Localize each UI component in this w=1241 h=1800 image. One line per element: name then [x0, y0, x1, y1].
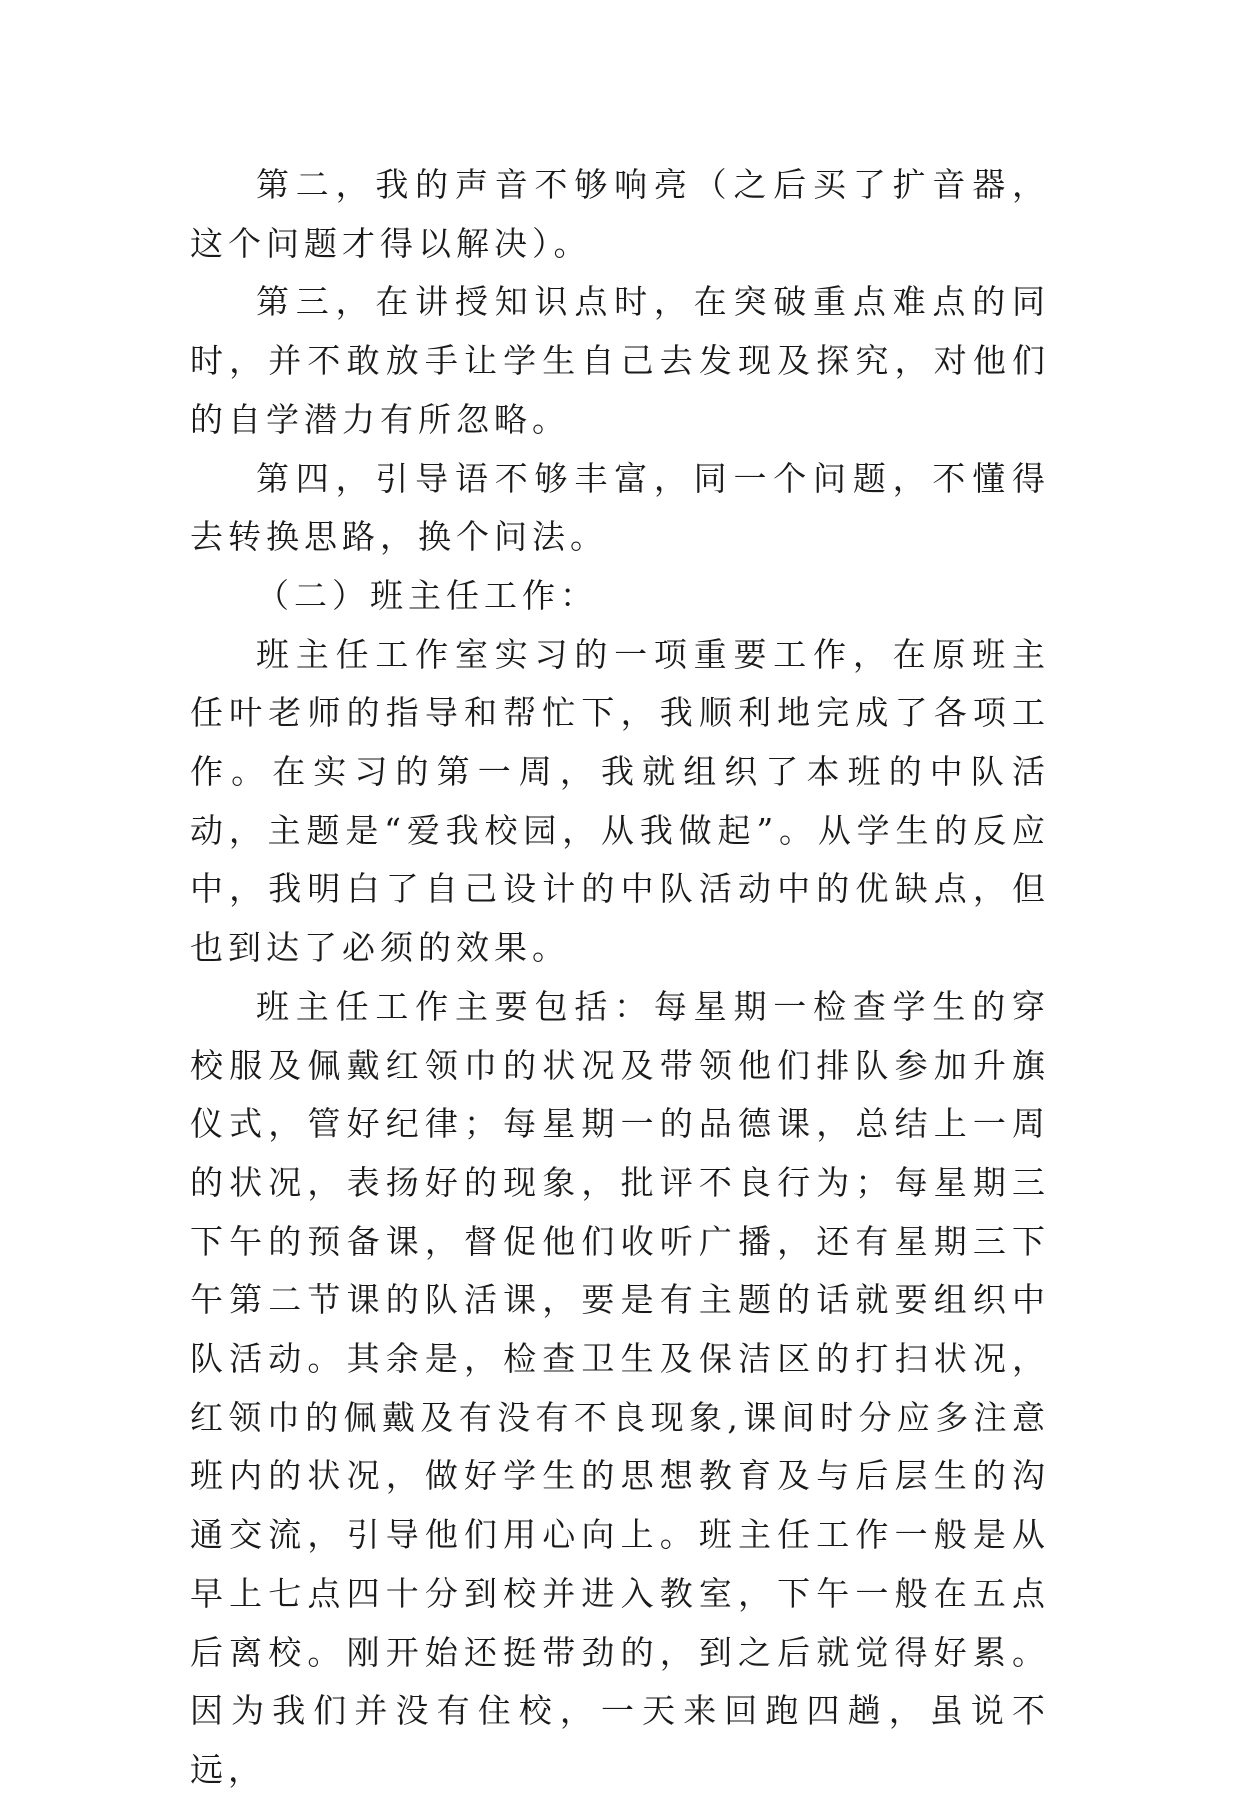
document-body	[190, 156, 1050, 1800]
paragraph-class-teacher-duties: 班主任工作主要包括：每星期一检查学生的穿校服及佩戴红领巾的状况及带领他们排队参加升旗仪式，管好纪律；每星期一的品德课，总结上一周的状况，表扬好的现象，批评不良行为；每星期三下午的预备课，督促他们收听广播，还有星期三下午第二节课的队活课，要是有主题的话就要组织中队活动。其余是，检查卫生及保洁区的打扫状况，红领巾的佩戴及有没有不良现象,课间时分应多注意班内的状况，做好学生的思想教育及与后层生的沟通交流，引导他们用心向上。班主任工作一般是从早上七点四十分到校并进入教室，下午一般在五点后离校。刚开始还挺带劲的，到之后就觉得好累。因为我们并没有住校，一天来回跑四趟，虽说不远，	[190, 986, 1050, 1789]
paragraph-class-teacher-intro: 班主任工作室实习的一项重要工作，在原班主任叶老师的指导和帮忙下，我顺利地完成了各项工作。在实习的第一周，我就组织了本班的中队活动，主题是“爱我校园，从我做起”。从学生的反应中，我明白了自己设计的中队活动中的优缺点，但也到达了必须的效果。	[190, 634, 1050, 968]
section-heading-class-teacher-work: （二）班主任工作：	[256, 575, 598, 615]
paragraph-point-four: 第四，引导语不够丰富，同一个问题，不懂得去转换思路，换个问法。	[190, 458, 1050, 557]
paragraph-point-two: 第二，我的声音不够响亮（之后买了扩音器，这个问题才得以解决）。	[190, 165, 1050, 263]
paragraph-point-three: 第三，在讲授知识点时，在突破重点难点的同时，并不敢放手让学生自己去发现及探究，对他们的自学潜力有所忽略。	[190, 282, 1050, 439]
